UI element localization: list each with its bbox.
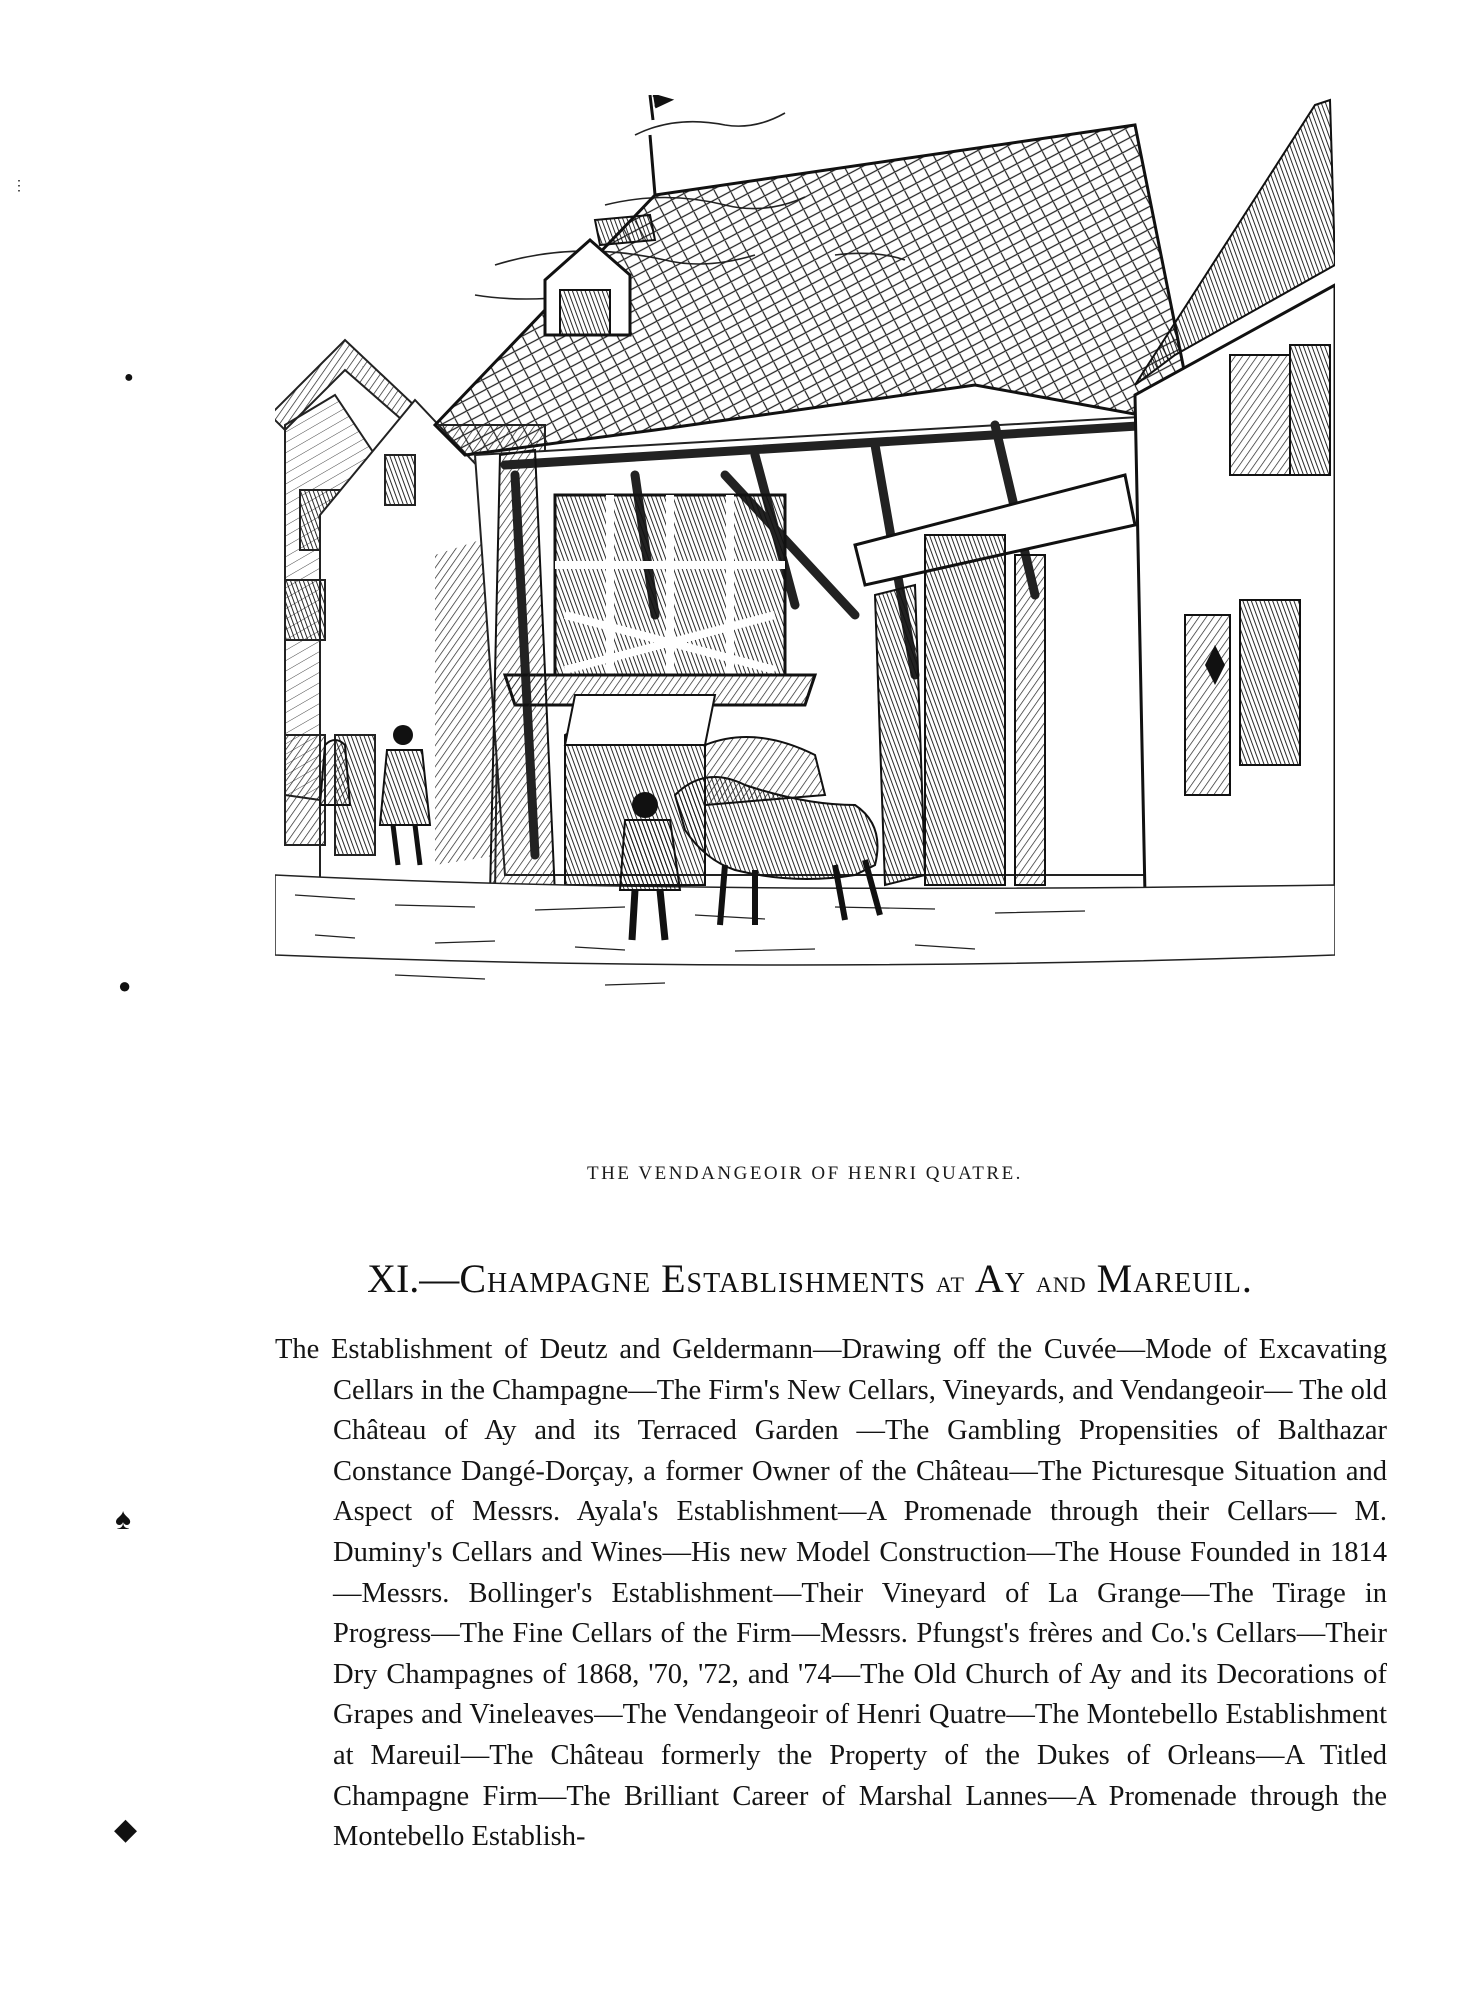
illustration-caption: THE VENDANGEOIR OF HENRI QUATRE. [587,1163,1023,1184]
chapter-heading [260,1255,1360,1302]
chapter-title-word: Mareuil. [1096,1256,1253,1301]
chapter-number: XI.— [367,1256,460,1301]
chapter-title-word: at [936,1263,965,1299]
chapter-title-word: Champagne [459,1256,652,1301]
margin-dot: ● [124,369,134,386]
margin-diamond: ◆ [114,1813,138,1846]
chapter-title-word: and [1036,1263,1087,1299]
chapter-title-word: Establishments [661,1256,926,1301]
margin-diamond: ● [118,973,132,998]
vendangeoir-engraving [275,95,1335,1125]
engraving-drawing [275,95,1335,1125]
chapter-summary: The Establishment of Deutz and Geldermann—Drawing off the Cuvée—Mode of Excavating Cellars in the Champagne—The Firm's New Cellars, Vineyards, and Vendangeoir— The old Château of Ay and its Terraced Garden —The Gambling Propensities of Balthazar Constance Dangé-Dorçay, a former Owner of the Château—The Picturesque Situation and Aspect of Messrs. Ayala's Establishment—A Promenade through their Cellars— M. Duminy's Cellars and Wines—His new Model Construction—The House Founded in 1814—Messrs. Bollinger's Establishment—Their Vineyard of La Grange—The Tirage in Progress—The Fine Cellars of the Firm—Messrs. Pfungst's frères and Co.'s Cellars—Their Dry Champagnes of 1868, '70, '72, and '74—The Old Church of Ay and its Decorations of Grapes and Vineleaves—The Vendangeoir of Henri Quatre—The Montebello Establishment at Mareuil—The Château formerly the Property of the Dukes of Orleans—A Titled Champagne Firm—The Brilliant Career of Marshal Lannes—A Promenade through the Montebello Establish- [275,1334,1387,1853]
margin-tick: ⋮ [12,179,26,194]
chapter-title-word: Ay [974,1256,1026,1301]
margin-spade: ♠ [115,1503,131,1536]
